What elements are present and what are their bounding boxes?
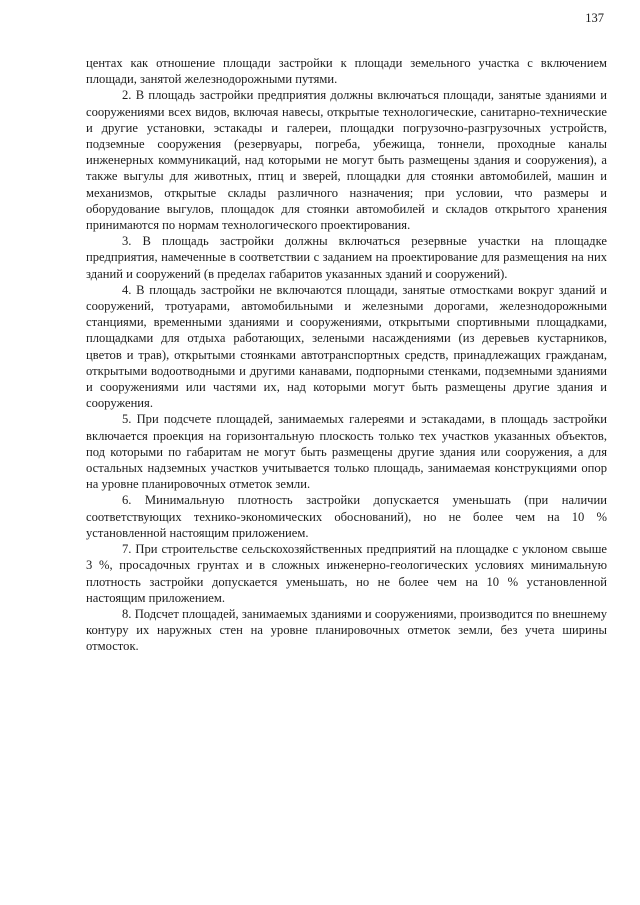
document-body: [86, 55, 607, 655]
paragraph-7: 7. При строительстве сельскохозяйственных предприятий на площадке с уклоном свыше 3 %, просадочных грунтах и в сложных инженерно-геологических условиях минимальную плотность застройки допускается уменьшать, но не более чем на 10 % установленной настоящим приложением.: [86, 542, 607, 605]
paragraph-3: 3. В площадь застройки должны включаться резервные участки на площадке предприятия, намеченные в соответствии с заданием на проектирование для размещения на них зданий и сооружений (в пределах габаритов указанных зданий и сооружений).: [86, 234, 607, 281]
paragraph-2: 2. В площадь застройки предприятия должны включаться площади, занятые зданиями и сооружениями всех видов, включая навесы, открытые технологические, санитарно-технические и другие установки, эстакады и галереи, площадки погрузочно-разгрузочных устройств, подземные сооружения (резервуары, погреба, убежища, тоннели, проходные каналы инженерных коммуникаций, над которыми не могут быть размещены здания и сооружения), а также выгулы для животных, птиц и зверей, площадки для стоянки автомобилей, машин и механизмов, открытые склады различного назначения; при условии, что размеры и оборудование выгулов, площадок для стоянки автомобилей и складов открытого хранения принимаются по нормам технологического проектирования.: [86, 88, 607, 233]
paragraph-4: 4. В площадь застройки не включаются площади, занятые отмостками вокруг зданий и сооружений, тротуарами, автомобильными и железными дорогами, железнодорожными станциями, временными зданиями и сооружениями, открытыми спортивными площадками, площадками для отдыха работающих, зелеными насаждениями (из деревьев кустарников, цветов и трав), открытыми стоянками автотранспортных средств, принадлежащих гражданам, открытыми водоотводными и другими канавами, подпорными стенками, подземными зданиями и сооружениями или частями их, над которыми могут быть размещены другие здания и сооружения.: [86, 282, 607, 411]
page-number: 137: [585, 11, 604, 25]
paragraph-8: 8. Подсчет площадей, занимаемых зданиями и сооружениями, производится по внешнему контуру их наружных стен на уровне планировочных отметок земли, без учета ширины отмосток.: [86, 606, 607, 654]
paragraph-5: 5. При подсчете площадей, занимаемых галереями и эстакадами, в площадь застройки включается проекция на горизонтальную плоскость только тех участков указанных объектов, под которыми по габаритам не могут быть размещены другие здания или сооружения, а для остальных надземных участков учитывается только площадь, занимаемая конструкциями опор на уровне планировочных отметок земли.: [86, 412, 607, 492]
paragraph-1: центах как отношение площади застройки к площади земельного участка с включением площади, занятой железнодорожными путями.: [86, 56, 607, 87]
paragraph-6: 6. Минимальную плотность застройки допускается уменьшать (при наличии соответствующих технико-экономических обоснований), но не более чем на 10 % установленной настоящим приложением.: [86, 493, 607, 540]
